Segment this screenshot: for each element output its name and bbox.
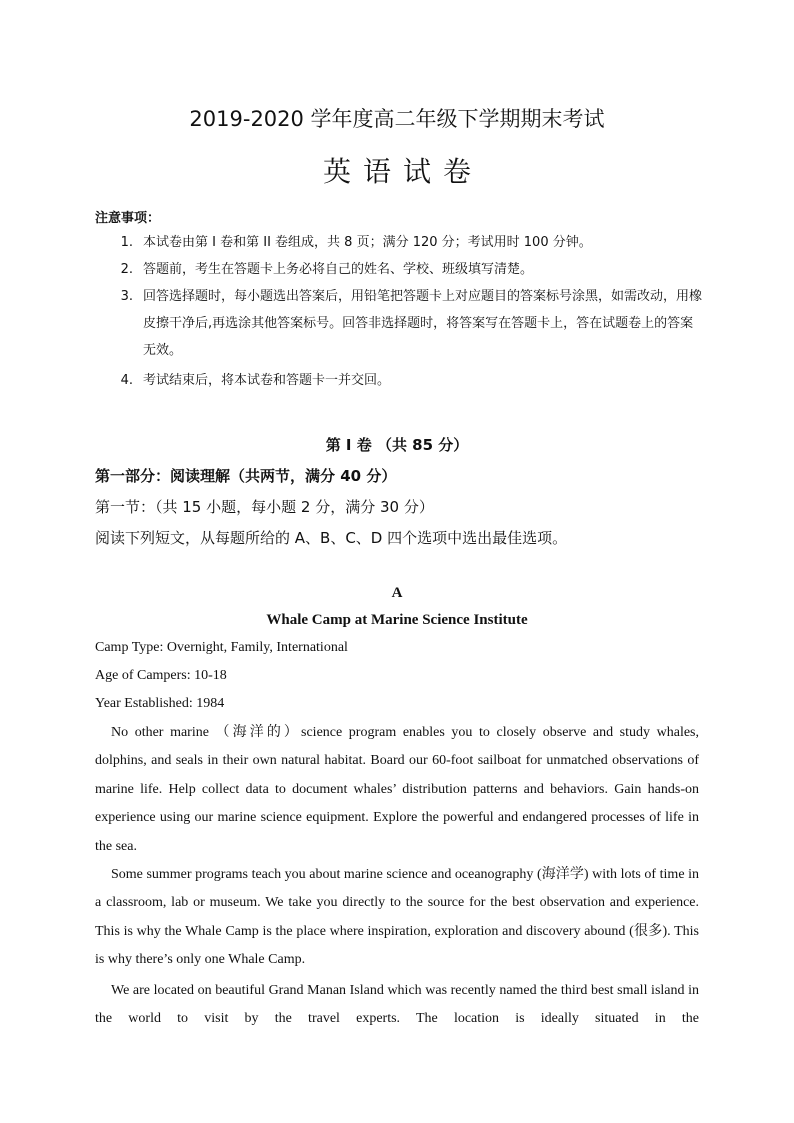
- exam-title: 2019-2020 学年度高二年级下学期期末考试: [189, 107, 605, 131]
- notes-heading: 注意事项：: [95, 211, 161, 226]
- year-established: Year Established: 1984: [95, 696, 225, 711]
- note-item: [95, 283, 705, 364]
- subject-title: 英语试卷: [322, 155, 483, 188]
- camp-type: Camp Type: Overnight, Family, International: [95, 640, 348, 655]
- passage-paragraph: We are located on beautiful Grand Manan Island which was recently named the third best small island in the world to visit by the travel experts. The location is ideally situated in the: [95, 983, 699, 1027]
- part-title: 第一部分：阅读理解（共两节，满分 40 分）: [95, 467, 397, 485]
- passage-letter: A: [391, 585, 403, 601]
- note-number: 4.: [120, 373, 133, 388]
- passage-paragraph: Some summer programs teach you about marine science and oceanography (海洋学) with lots of time in a classroom, lab or museum. We take you directly to the source for the best observation and experience. This is why the Whale Camp is the place where inspiration, exploration and discovery abound (很多). This is why there’s only one Whale Camp.: [95, 867, 699, 968]
- volume-title: 第 I 卷 （共 85 分）: [325, 436, 469, 454]
- note-text: 考试结束后，将本试卷和答题卡一并交回。: [143, 373, 391, 388]
- section-title: 第一节：（共 15 小题，每小题 2 分，满分 30 分）: [95, 498, 434, 516]
- passage-paragraph: No other marine （海洋的）science program enables you to closely observe and study whales, dolphins, and seals in their own natural habitat. Board our 60-foot sailboat for unmatched observations of marine life. Help collect data to document whales’ distribution patterns and behaviors. Gain hands-on experience using our marine science equipment. Explore the powerful and endangered processes of life in the sea.: [95, 725, 699, 854]
- camper-age: Age of Campers: 10-18: [95, 668, 227, 683]
- note-text: 答题前，考生在答题卡上务必将自己的姓名、学校、班级填写清楚。: [143, 262, 534, 277]
- note-text: 本试卷由第 I 卷和第 II 卷组成，共 8 页；满分 120 分；考试用时 100 分钟。: [143, 235, 592, 250]
- note-text: 回答选择题时，每小题选出答案后，用铅笔把答题卡上对应题目的答案标号涂黑，如需改动，用橡皮擦干净后,再选涂其他答案标号。回答非选择题时，将答案写在答题卡上，答在试题卷上的答案无效。: [143, 289, 703, 358]
- passage-title: Whale Camp at Marine Science Institute: [266, 612, 528, 628]
- note-number: 2.: [120, 262, 133, 277]
- instruction-text: 阅读下列短文，从每题所给的 A、B、C、D 四个选项中选出最佳选项。: [95, 529, 568, 547]
- note-item: [95, 367, 705, 394]
- note-number: 3.: [120, 289, 133, 304]
- notes-list: [95, 229, 705, 364]
- note-item: [95, 229, 705, 256]
- note-number: 1.: [120, 235, 133, 250]
- note-item: [95, 256, 705, 283]
